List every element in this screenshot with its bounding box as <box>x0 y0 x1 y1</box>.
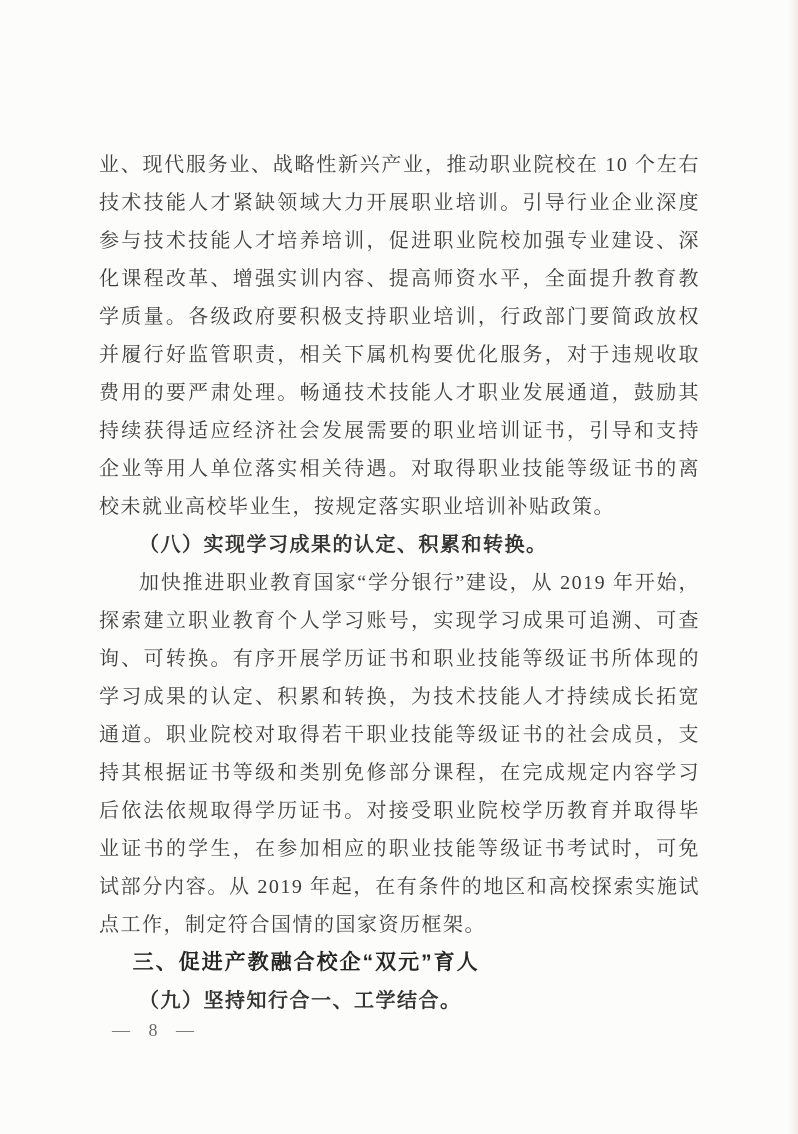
heading-item-9: （九）坚持知行合一、工学结合。 <box>139 990 462 1012</box>
heading-chapter-3: 三、促进产教融合校企“双元”育人 <box>132 951 480 974</box>
heading-item-8: （八）实现学习成果的认定、积累和转换。 <box>139 534 548 556</box>
scan-edge-artifact <box>788 0 798 1134</box>
paragraph-credit-bank: 加快推进职业教育国家“学分银行”建设，从 2019 年开始，探索建立职业教育个人学习账号，实现学习成果可追溯、可查询、可转换。有序开展学历证书和职业技能等级证书所体现的学习成果的认定、积累和转换，为技术技能人才持续成长拓宽通道。职业院校对取得若干职业技能等级证书的社会成员，支持其根据证书等级和类别免修部分课程，在完成规定内容学习后依法依规取得学历证书。对接受职业院校学历教育并取得毕业证书的学生，在参加相应的职业技能等级证书考试时，可免试部分内容。从 2019 年起，在有条件的地区和高校探索实施试点工作，制定符合国情的国家资历框架。 <box>99 572 700 936</box>
document-text-block <box>99 146 700 1020</box>
page-number: — 8 — <box>112 1020 196 1040</box>
paragraph-vocational-training: 业、现代服务业、战略性新兴产业，推动职业院校在 10 个左右技术技能人才紧缺领域大力开展职业培训。引导行业企业深度参与技术技能人才培养培训，促进职业院校加强专业建设、深化课程改革、增强实训内容、提高师资水平，全面提升教育教学质量。各级政府要积极支持职业培训，行政部门要简政放权并履行好监管职责，相关下属机构要优化服务，对于违规收取费用的要严肃处理。畅通技术技能人才职业发展通道，鼓励其持续获得适应经济社会发展需要的职业培训证书，引导和支持企业等用人单位落实相关待遇。对取得职业技能等级证书的离校未就业高校毕业生，按规定落实职业培训补贴政策。 <box>99 154 700 518</box>
